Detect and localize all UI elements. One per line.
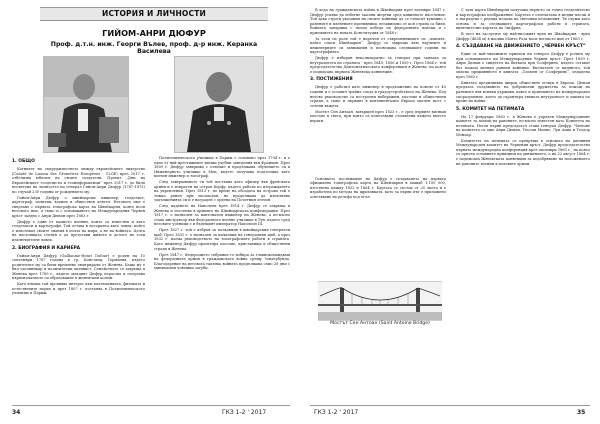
section-heading-achievements: 3. ПОСТИЖЕНИЯ <box>310 77 353 83</box>
journal-issue-right: ГКЗ 1-2 ' 2017 <box>314 409 359 416</box>
paragraph: Гийом-Анри Дюфур (Guillaume-Henri Dufour) е роден на 15 септември 1787 година в гр. Констанц, Германия, където родителите му са били временно емигрирали от Женева. Баща му е бил часовникар и политически активист. Семейството се завръща в Женева през 1789 г., където младият Дюфур израства и получава първоначалното си образование в женевския колеж. <box>12 253 145 281</box>
paragraph: Дюфур е работил като инженер в продължение на повече от 40 години и е оставил трайна следа в градоустройството на Женева. Под негово ръководство са построени набережни, мостове и обществени сгради, а също и първият в континентална Европа окачен мост с телени въжета. <box>310 85 446 108</box>
bridge-illustration <box>318 282 442 320</box>
paragraph: За тази си роля той е наречен от съвременниците си „човекът, който спаси Швейцария“. Дюфур се завръща към научните и инженерните си занимания и посвещава следващите години на картографията. <box>310 36 446 55</box>
paragraph: Мостът Сен Антоан, завършен през 1823 г., е сред първите висящи мостове в света, при които са използвани стоманени въжета вместо вериги. <box>310 109 446 123</box>
paragraph: В хода на гражданската война в Швейцария през ноември 1847 г. Дюфур успява да избегне масови жертви сред цивилното население. Той дава строги указания на своите войници да се отнасят хуманно с ранените и пленените противници, независимо от коя страна са били. Войната завършва с пълна победа на федералните войски и с приемането на новата Конституция от 1848 г. <box>310 8 446 35</box>
paragraph: На 17 февруари 1863 г. в Женева е учреден Международният комитет за помощ на ранените, по-късно известен като Комитета на петимата. Негов първи председател става генерал Дюфур. Членове на комитета са още Анри Дюнан, Гюстав Моние, Луи Апиа и Теодор Моноар. <box>456 114 590 137</box>
portrait-photo-general <box>174 56 264 153</box>
portrait-officer-image <box>44 57 128 152</box>
portrait-general-image <box>175 57 263 152</box>
journal-issue-left: ГКЗ 1-2 ' 2017 <box>222 409 267 416</box>
paragraph: Дюфур е един от малкото военни, които са известни и като геодезисти и картографи. Той остава в историята като човек, който е използвал своите знания в полза на мира, а не на войната. Целта на настоящата статия е да представи живота и делото на този изключителен човек. <box>12 219 145 243</box>
paragraph: Един от най-значимите приноси на генерал Дюфур е ролята му при основаването на Международния Червен кръст. През 1859 г. Анри Дюнан е свидетел на битката при Солферино, където остават без помощ хиляди ранени войници. Впечатлен от видяното, той описва преживяното в книгата „Спомен от Солферино“, издадена през 1862 г. <box>456 52 590 79</box>
paragraph: През 1827 г. той е избран за полковник в швейцарския генерален щаб. През 1831 г. е назначен за началник на генералния щаб, а през 1832 г. поема ръководството на топографските работи в страната. Като инженер Дюфур проектира мостове, пристанища и обществени сгради в Женева. <box>154 228 290 251</box>
page-number-left: 34 <box>12 409 21 416</box>
paragraph: С тази карта Швейцария получава първото си точно геодезическо и картографско изображение. Картата е отпечатана в медни плочи и е наградена с редица медали на световни изложения. Тя служи като основа и за следващите картографски работи в страната, включително картата на Зигфрид. <box>456 8 590 31</box>
portrait-photo-officer <box>43 56 129 153</box>
paragraph: Основното постижение на Дюфур е създаването на първата официална топографска карта на Швейцария в мащаб 1:100 000, изготвена между 1832 и 1864 г. Картата се състои от 25 листа и е изработена по метода на щриховката, като за първи път е приложено осветяване на релефа под ъгъл. <box>310 176 446 199</box>
section-heading-committee: 5. КОМИТЕТ НА ПЕТИМАТА <box>456 106 525 112</box>
footer-rule <box>310 405 590 406</box>
left-column-1 <box>12 156 145 404</box>
figure-spacer <box>310 125 446 177</box>
article-title: ГИЙОМ-АНРИ ДЮФУР <box>102 28 206 38</box>
paragraph: Дюфур е избиран неколкократно за генерал при заплаха за неутралитета на страната - през 1849, 1856 и 1859 г. През 1864 г. той председателства Дипломатическата конференция в Женева, на която е подписана първата Женевска конвенция. <box>310 56 446 74</box>
section-heading-red-cross: 4. СЪЗДАВАНЕ НА ДВИЖЕНИЕТО „ЧЕРВЕН КРЪСТ“ <box>456 44 586 50</box>
paragraph: Гийом-Анри Дюфур е швейцарски инженер, геодезист, картограф, политик, военен и обществен деятел. Неговото име е свързано с първата топографска карта на Швейцария, която носи неговото име, а също и с основаването на Международния Червен кръст заедно с Анри Дюнан през 1863 г. <box>12 195 145 218</box>
article-authors: Проф. д.т.н. инж. Георги Вълев, проф. д-р инж. Керанка Василева <box>50 41 258 55</box>
paragraph: Книгата предизвиква широк обществен отзвук в Европа. Дюнан предлага създаването на доброволни дружества за помощ на ранените във всички държави, както и приемането на международно споразумение, което да гарантира тяхната неутралност и защита по време на война. <box>456 80 590 104</box>
paragraph: След завършването си той постъпва като офицер във френската армия и е изпратен на остров Корфу, където работи по изграждането на укрепления. През 1813 г. по време на обсадата на острова той е тежко ранен при експлозия, но продължава да изпълнява задълженията си и е награден с ордена на Почетния легион. <box>154 180 290 203</box>
left-column-2 <box>154 156 290 404</box>
right-column-1 <box>310 8 446 404</box>
paragraph: Когнитет на съпруджиеството между европейските лидерства (Comité de Liaison des Géomètres Européens - CLGE) през 2017 г. отбелязва юбилея на своите създатели. Проект „Дни на Европейските геодезисти и геоинформатици“ през 2017 г. до била посветена на личността на генерал Гийом-Анри Дюфур (1787-1875) по случай 230 години от рождението му. <box>12 167 145 194</box>
section-heading-general: 1. ОБЩО <box>12 159 35 164</box>
paragraph: Политехническото училище в Париж е основано през 1794 г. и е едно от най-престижните висши учебни заведения във Франция. През 1809 г. Дюфур завършва с отличие и продължава обучението си в Инженерното училище в Мец, където получава подготовка като военен инженер и топограф. <box>154 156 290 179</box>
paragraph: Като юноша той проявява интерес към математиката, физиката и естествените науки и през 1807 г. постъпва в Политехническото училище в Париж. <box>12 282 145 296</box>
paragraph: След падането на Наполеон през 1814 г. Дюфур се завръща в Женева и постъпва в армията на Швейцарската конфедерация. През 1817 г. е назначен за кантонален инженер на Женева, а по-късно става инструктор във Федералното военно училище в Тун, където сред неговите ученици е и бъдещият император Наполеон III. <box>154 204 290 227</box>
page-number-right: 35 <box>577 409 586 416</box>
section-heading-biography: 2. БИОГРАФИЯ И КАРИЕРА <box>12 245 81 251</box>
paragraph: Комитетът на петимата се превръща в основата на днешния Международен комитет на Червения кръст. Дюфур председателства първата международна конференция през октомври 1863 г., на която са приети основните принципи на движението, а на 22 август 1864 г. е подписана Женевската конвенция за подобряване на положението на ранените военни в полевите армии. <box>456 138 590 166</box>
bridge-caption: Мостът Сен Антоан (Saint Antoine Bridge) <box>330 321 430 326</box>
section-rubric: ИСТОРИЯ И ЛИЧНОСТИ <box>40 7 268 21</box>
bridge-figure <box>318 281 442 321</box>
footer-rule <box>12 405 290 406</box>
paragraph: През 1847 г. Федералното събрание го избира за главнокомандващ на федералната армия в гражданската война срещу Зондербунда. Благодарение на неговата тактика войната продължава само 26 дни с минимални човешки загуби. <box>154 252 290 271</box>
paragraph: В чест на заслугите му най-високият връх на Швейцария - връх Дюфур (4634 м) в масива Монте Роза носи неговото име от 1863 г. <box>456 32 590 41</box>
right-column-2 <box>456 8 590 404</box>
